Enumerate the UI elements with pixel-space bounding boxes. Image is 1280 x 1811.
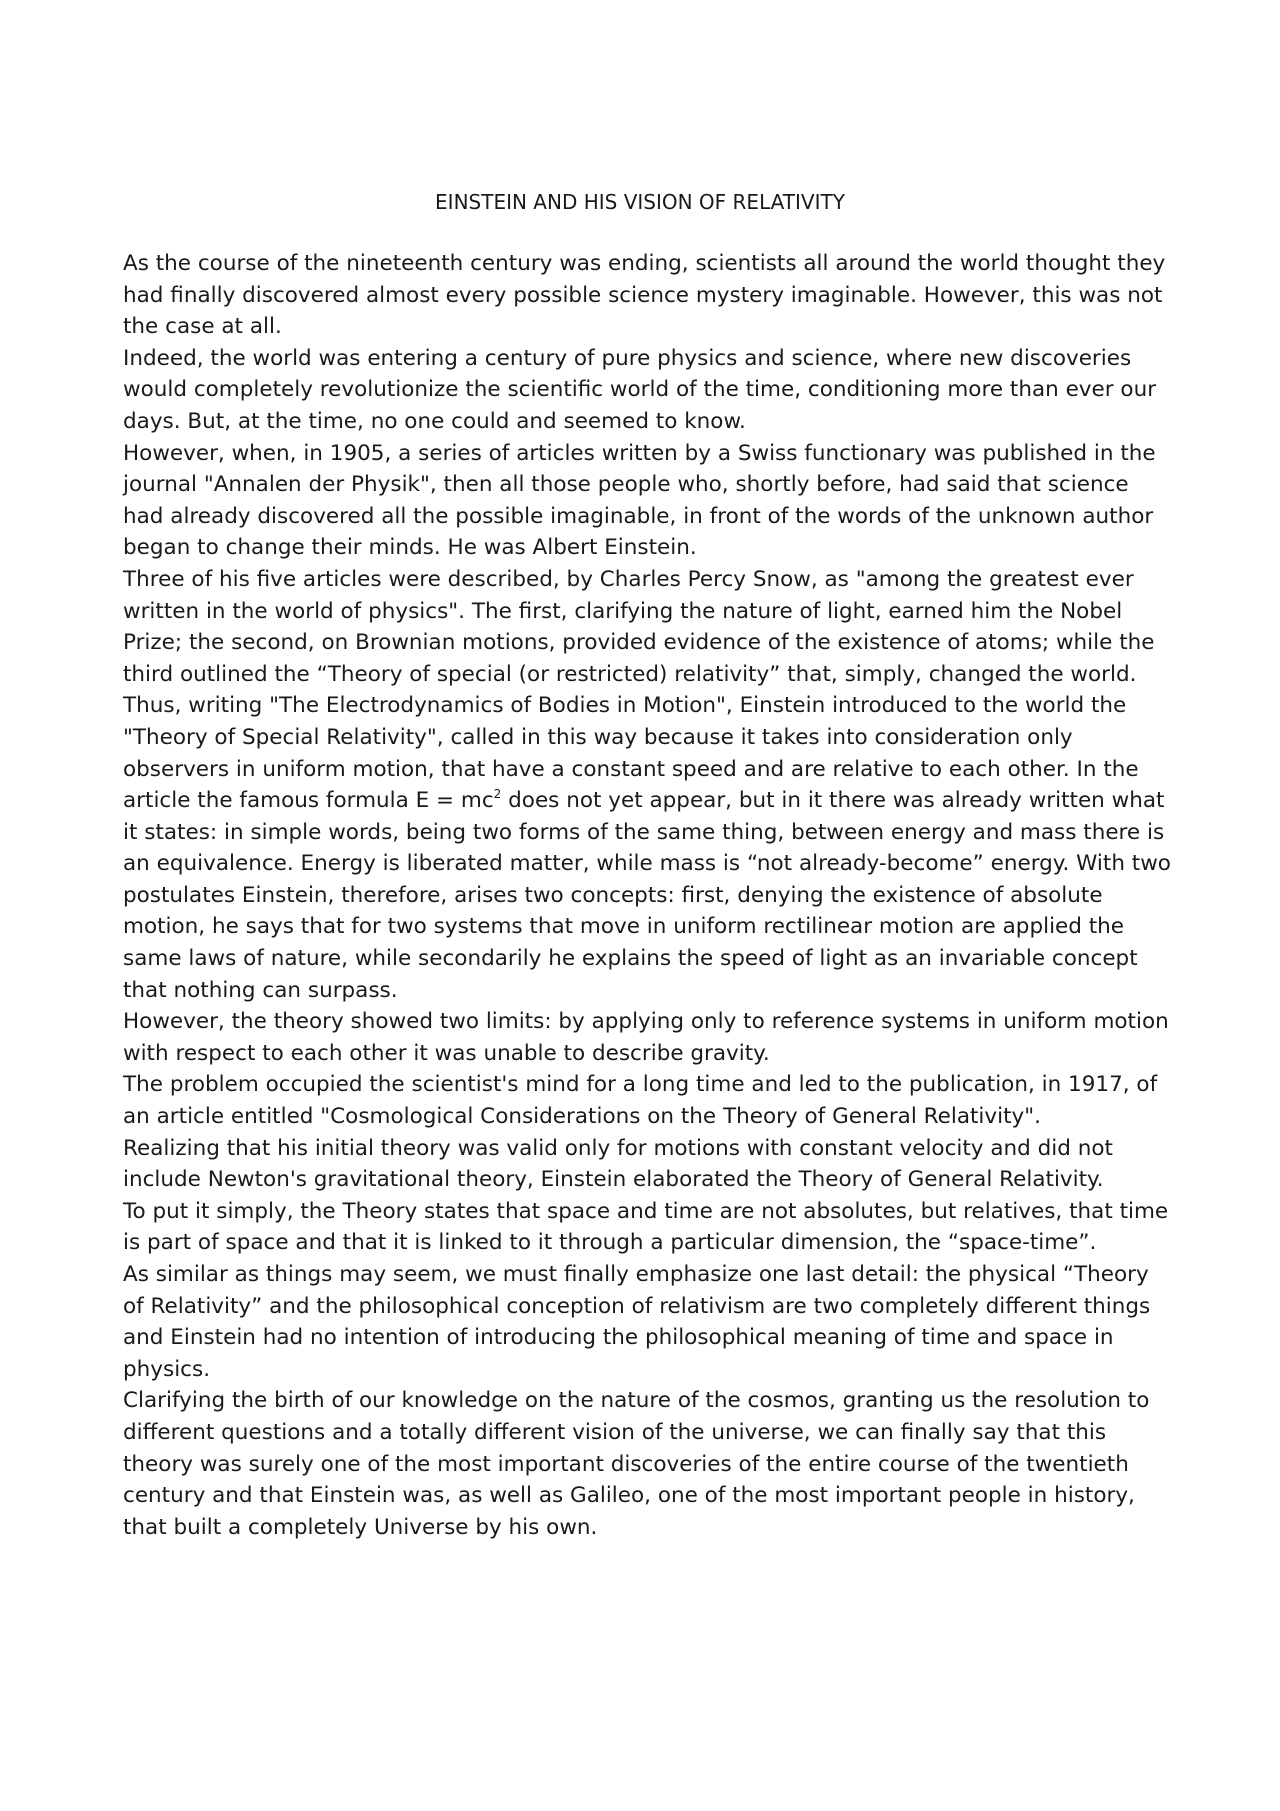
paragraph-5-text-start: Thus, writing "The Electrodynamics of Bodies in Motion", Einstein introduced to the world the "Theory of Special Relativity", called in this way because it takes into consideration only observers in uniform motion, that have a constant speed and are relative to each other. In the article the famous formula E = mc <box>123 693 1139 814</box>
paragraph-2: Indeed, the world was entering a century of pure physics and science, where new discoveries would completely revolutionize the scientific world of the time, conditioning more than ever our days. But, at the time, no one could and seemed to know. <box>123 345 1157 434</box>
paragraph-5 <box>123 690 1173 1006</box>
paragraph-5-text-end: does not yet appear, but in it there was already written what it states: in simple words, being two forms of the same thing, between energy and mass there is an equivalence. Energy is liberated matter, while mass is “not already-become” energy. With two postulates Einstein, therefore, arises two concepts: first, denying the existence of absolute motion, he says that for two systems that move in uniform rectilinear motion are applied the same laws of nature, while secondarily he explains the speed of light as an invariable concept that nothing can surpass. <box>123 788 1171 1003</box>
document-title: EINSTEIN AND HIS VISION OF RELATIVITY <box>435 190 845 214</box>
paragraph-7: The problem occupied the scientist's mind for a long time and led to the publication, in 1917, of an article entitled "Cosmological Considerations on the Theory of General Relativity". <box>123 1072 1158 1130</box>
document-body <box>123 248 1173 1543</box>
paragraph-9: To put it simply, the Theory states that space and time are not absolutes, but relatives, that time is part of space and that it is linked to it through a particular dimension, the “space-time”. <box>123 1198 1169 1256</box>
formula-superscript: 2 <box>493 787 502 802</box>
paragraph-4: Three of his five articles were described, by Charles Percy Snow, as "among the greatest ever written in the world of physics". The first, clarifying the nature of light, earned him the Nobel Prize; the second, on Brownian motions, provided evidence of the existence of atoms; while the third outlined the “Theory of special (or restricted) relativity” that, simply, changed the world. <box>123 566 1155 687</box>
paragraph-6: However, the theory showed two limits: by applying only to reference systems in uniform motion with respect to each other it was unable to describe gravity. <box>123 1009 1169 1066</box>
paragraph-10: As similar as things may seem, we must finally emphasize one last detail: the physical “Theory of Relativity” and the philosophical conception of relativism are two completely different things and Einstein had no intention of introducing the philosophical meaning of time and space in physics. <box>123 1262 1151 1382</box>
paragraph-1: As the course of the nineteenth century was ending, scientists all around the world thought they had finally discovered almost every possible science mystery imaginable. However, this was not the case at all. <box>123 251 1166 340</box>
paragraph-11: Clarifying the birth of our knowledge on the nature of the cosmos, granting us the resolution to different questions and a totally different vision of the universe, we can finally say that this theory was surely one of the most important discoveries of the entire course of the twentieth century and that Einstein was, as well as Galileo, one of the most important people in history, that built a completely Universe by his own. <box>123 1388 1150 1540</box>
paragraph-8: Realizing that his initial theory was valid only for motions with constant velocity and did not include Newton's gravitational theory, Einstein elaborated the Theory of General Relativity. <box>123 1135 1113 1193</box>
paragraph-3: However, when, in 1905, a series of articles written by a Swiss functionary was published in the journal "Annalen der Physik", then all those people who, shortly before, had said that science had already discovered all the possible imaginable, in front of the words of the unknown author began to change their minds. He was Albert Einstein. <box>123 440 1156 561</box>
